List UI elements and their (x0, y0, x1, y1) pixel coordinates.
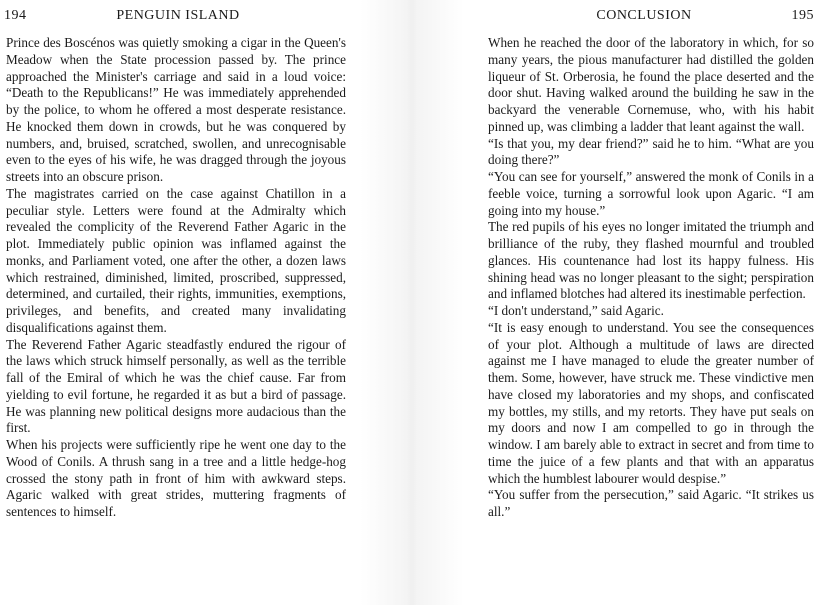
paragraph: When he reached the door of the laboratory in which, for so many years, the pious manufacturer had distilled the golden liqueur of St. Orberosia, he found the place deserted and the door shut. Having walked around the building he saw in the backyard the venerable Cornemuse, who, with his habit pinned up, was climbing a ladder that leant against the wall. (488, 35, 814, 134)
paragraph: “It is easy enough to understand. You see the consequences of your plot. Although a multitude of laws are directed against me I have managed to elude the greater number of them. Some, however, have struck me. These vindictive men have closed my laboratories and my shops, and confiscated my bottles, my stills, and my retorts. They have put seals on my doors and now I am compelled to go in through the window. I am barely able to extract in secret and from time to time the juice of a few plants and that with an apparatus which the humblest labourer would despise.” (488, 319, 814, 486)
running-head-left: PENGUIN ISLAND (116, 8, 240, 23)
paragraph: “I don't understand,” said Agaric. (488, 303, 664, 318)
right-page-body (474, 30, 814, 521)
paragraph: The Reverend Father Agaric steadfastly endured the rigour of the laws which struck himself personally, as well as the terrible fall of the Emiral of which he was the chief cause. Far from yielding to evil fortune, he regarded it as but a bird of passage. He was planning new political designs more audacious than the first. (6, 336, 346, 436)
paragraph: “Is that you, my dear friend?” said he to him. “What are you doing there?” (488, 135, 814, 168)
paragraph: “You suffer from the persecution,” said Agaric. “It strikes us all.” (488, 487, 814, 519)
paragraph: “You can see for yourself,” answered the monk of Conils in a feeble voice, turning a sorrowful look upon Agaric. “I am going into my house.” (488, 169, 814, 218)
book-gutter (360, 0, 464, 605)
page-number-left: 194 (4, 8, 27, 23)
right-page-header (474, 8, 814, 30)
left-page (0, 0, 350, 605)
running-head-right: CONCLUSION (596, 8, 692, 23)
paragraph: Prince des Boscénos was quietly smoking a cigar in the Queen's Meadow when the State procession passed by. The prince approached the Minister's carriage and said in a loud voice: “Death to the Republicans!” He was immediately apprehended by the police, to whom he offered a most desperate resistance. He knocked them down in crowds, but he was conquered by numbers, and, bruised, scratched, swollen, and unrecognisable even to the eyes of his wife, he was dragged through the joyous streets into an obscure prison. (6, 35, 346, 184)
page-number-right: 195 (791, 8, 814, 23)
left-page-header (0, 8, 350, 30)
right-page (474, 0, 814, 605)
paragraph: The red pupils of his eyes no longer imitated the triumph and brilliance of the ruby, they flashed mournful and troubled glances. His countenance had lost its happy fulness. His shining head was no longer pleasant to the sight; perspiration and inflamed blotches had altered its inestimable perfection. (488, 219, 814, 302)
paragraph: The magistrates carried on the case against Chatillon in a peculiar style. Letters were found at the Admiralty which revealed the complicity of the Reverend Father Agaric in the plot. Immediately public opinion was inflamed against the monks, and Parliament voted, one after the other, a dozen laws which restrained, diminished, limited, proscribed, suppressed, determined, and curtailed, their rights, immunities, exemptions, privileges, and benefits, and created many invalidating disqualifications against them. (6, 185, 346, 335)
left-page-body (0, 30, 350, 521)
paragraph: When his projects were sufficiently ripe he went one day to the Wood of Conils. A thrush sang in a tree and a little hedge-hog crossed the stony path in front of him with awkward steps. Agaric walked with great strides, muttering fragments of sentences to himself. (6, 437, 346, 519)
